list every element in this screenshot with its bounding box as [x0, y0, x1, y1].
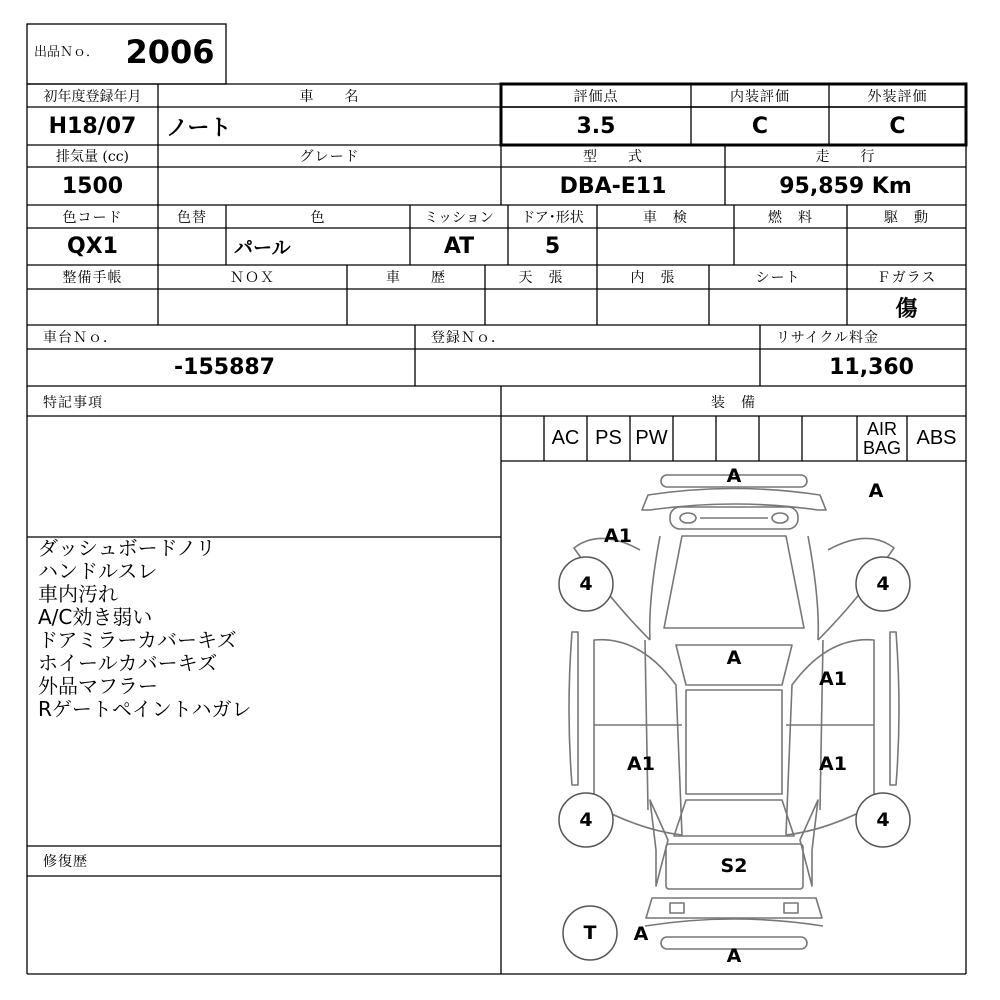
model-label: 型 式 — [583, 149, 643, 165]
remark-line: 外品マフラー — [38, 674, 158, 698]
exterior-grade-label: 外装評価 — [867, 88, 928, 105]
seat-label: シート — [755, 270, 801, 286]
remark-line: ハンドルスレ — [38, 559, 158, 583]
color-label: 色 — [310, 209, 326, 226]
remarks-label: 特記事項 — [43, 395, 103, 411]
mark-top-right: A — [868, 480, 884, 502]
color-code-value: QX1 — [67, 234, 118, 259]
roof-lining-label: 天 張 — [518, 270, 564, 286]
remark-line: Rゲートペイントハガレ — [38, 697, 252, 721]
equipment-ps: PS — [595, 427, 622, 449]
model-value: DBA-E11 — [559, 173, 667, 199]
mark-spare: T — [583, 922, 597, 944]
equipment-airbag: AIR BAG — [862, 418, 901, 458]
score-label: 評価点 — [573, 88, 619, 105]
mark-tire-rl: 4 — [579, 809, 593, 831]
mileage-value: 95,859 Km — [779, 173, 912, 199]
reg-date-label: 初年度登録年月 — [43, 88, 142, 105]
door-value: 5 — [544, 234, 561, 259]
equipment-pw: PW — [635, 427, 668, 449]
fuel-label: 燃 料 — [768, 209, 813, 226]
mark-left-rear-door: A1 — [627, 753, 655, 775]
service-book-label: 整備手帳 — [62, 270, 123, 286]
drive-label: 駆 動 — [884, 209, 929, 226]
displacement-value: 1500 — [61, 173, 124, 199]
mark-tire-rr: 4 — [876, 809, 890, 831]
mark-roof: A — [726, 647, 742, 669]
car-name-value: ノート — [166, 115, 232, 141]
displacement-label: 排気量 (cc) — [55, 149, 130, 165]
grade-label: グレード — [299, 149, 360, 165]
equipment-abs: ABS — [916, 427, 957, 449]
mark-rear-left: A — [633, 923, 649, 945]
mark-front-left: A1 — [604, 525, 632, 547]
recycle-fee-value: 11,360 — [829, 355, 914, 380]
chassis-no-value: -155887 — [174, 355, 275, 380]
color-code-label: 色コード — [62, 209, 123, 226]
mission-label: ミッション — [424, 209, 494, 226]
inspection-label: 車 検 — [643, 209, 688, 226]
lot-label: 出品Ｎｏ． — [34, 44, 100, 60]
remark-line: 車内汚れ — [38, 582, 118, 606]
front-glass-label: Ｆガラス — [876, 270, 937, 286]
reg-date-value: H18/07 — [48, 113, 137, 139]
remark-line: A/C効き弱い — [38, 605, 153, 629]
mark-tire-fr: 4 — [876, 573, 890, 595]
door-label: ドア･形状 — [521, 209, 584, 226]
mark-rear-gate: S2 — [720, 855, 748, 877]
equipment-label: 装 備 — [711, 395, 756, 411]
repaint-label: 色替 — [177, 209, 207, 226]
score-value: 3.5 — [576, 113, 616, 139]
mark-right-front-door: A1 — [819, 668, 847, 690]
interior-grade-value: C — [751, 113, 769, 139]
interior-lining-label: 内 張 — [630, 270, 676, 286]
interior-grade-label: 内装評価 — [730, 88, 790, 105]
lot-number: 2006 — [125, 33, 215, 71]
mark-tire-fl: 4 — [579, 573, 593, 595]
mark-right-rear-door: A1 — [819, 753, 847, 775]
remark-line: ダッシュボードノリ — [38, 536, 216, 560]
color-value: パール — [234, 237, 291, 259]
mission-value: AT — [443, 234, 475, 259]
repair-history-label: 修復歴 — [43, 854, 88, 870]
remark-line: ホイールカバーキズ — [38, 651, 218, 675]
chassis-no-label: 車台Ｎｏ． — [43, 330, 118, 346]
nox-label: ＮＯＸ — [230, 270, 275, 286]
front-glass-value: 傷 — [895, 295, 918, 322]
exterior-grade-value: C — [889, 113, 906, 139]
remark-line: ドアミラーカバーキズ — [38, 628, 237, 652]
mark-rear-bumper: A — [726, 945, 742, 967]
equipment-ac: AC — [551, 427, 580, 449]
registration-no-label: 登録Ｎｏ． — [431, 330, 506, 346]
recycle-fee-label: リサイクル料金 — [776, 330, 880, 346]
history-label: 車 歴 — [386, 270, 446, 286]
mark-front-bumper: A — [726, 465, 742, 487]
mileage-label: 走 行 — [815, 149, 876, 165]
car-name-label: 車 名 — [299, 88, 360, 105]
